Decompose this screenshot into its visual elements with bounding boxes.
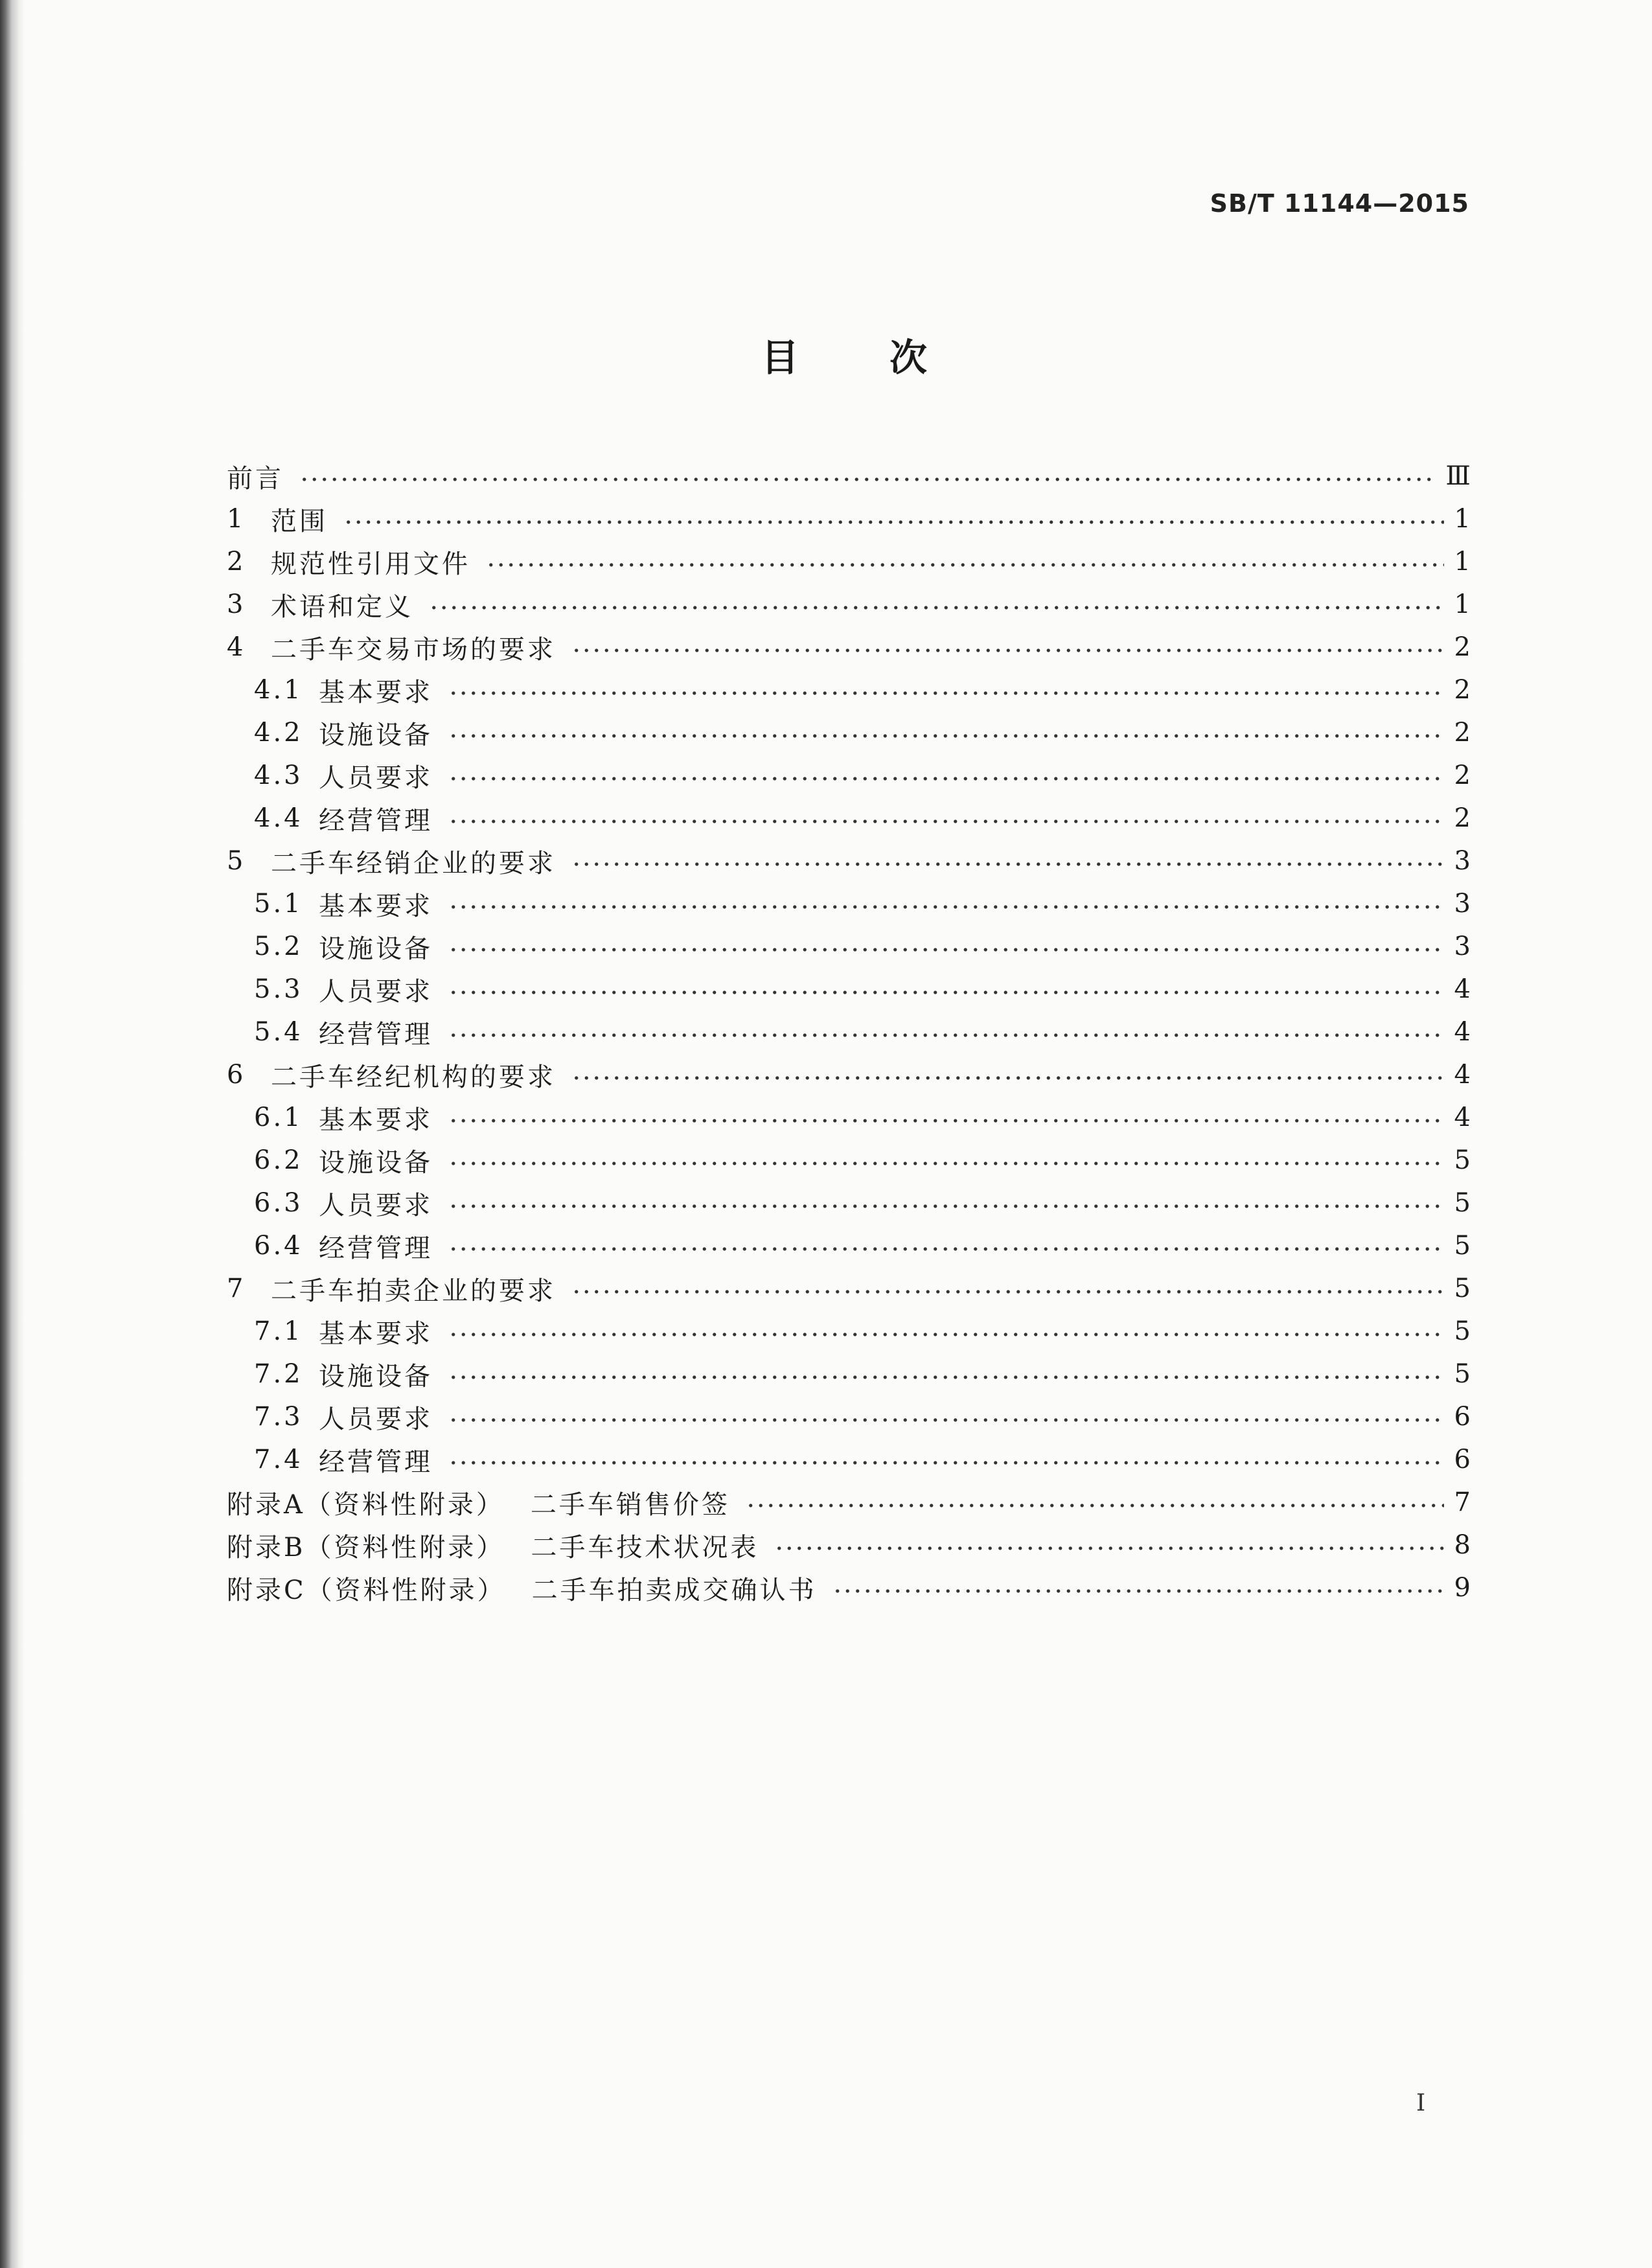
toc-appendix-label: 附录B（资料性附录） — [227, 1532, 505, 1563]
toc-entry-page: 4 — [1454, 974, 1471, 1004]
toc-entry-page: 2 — [1454, 803, 1471, 833]
toc-dot-leader — [448, 1374, 1444, 1380]
toc-dot-leader — [448, 1417, 1444, 1423]
toc-dot-leader — [832, 1588, 1444, 1594]
toc-entry-number: 4.1 — [254, 675, 303, 705]
toc-entry-page: 3 — [1454, 932, 1471, 961]
toc-entry-5-2[interactable] — [227, 925, 1471, 968]
toc-entry-page: Ⅲ — [1445, 461, 1471, 491]
toc-dot-leader — [448, 1032, 1444, 1038]
toc-dot-leader — [448, 690, 1444, 696]
toc-entry-appendix-b[interactable] — [227, 1524, 1471, 1566]
toc-dot-leader — [448, 1460, 1444, 1466]
toc-dot-leader — [774, 1545, 1443, 1552]
toc-entry-title: 人员要求 — [319, 1190, 433, 1220]
toc-entry-appendix-a[interactable] — [227, 1481, 1471, 1524]
toc-entry-title: 经营管理 — [319, 805, 433, 836]
toc-entry-title: 人员要求 — [319, 976, 433, 1007]
toc-entry-number: 6.2 — [254, 1145, 303, 1175]
toc-entry-title: 经营管理 — [319, 1447, 433, 1477]
toc-dot-leader — [299, 476, 1435, 483]
toc-entry-page: 5 — [1454, 1145, 1471, 1175]
toc-entry-page: 5 — [1454, 1231, 1471, 1261]
toc-entry-page: 6 — [1454, 1402, 1471, 1432]
toc-dot-leader — [746, 1502, 1444, 1509]
toc-entry-page: 2 — [1454, 761, 1471, 790]
toc-entry-number: 1 — [227, 504, 246, 534]
toc-entry-6-4[interactable] — [227, 1224, 1471, 1267]
toc-dot-leader — [343, 519, 1444, 525]
toc-entry-page: 7 — [1454, 1487, 1471, 1517]
toc-entry-page: 2 — [1454, 675, 1471, 705]
toc-entry-number: 7 — [227, 1274, 246, 1303]
toc-entry-number: 7.1 — [254, 1316, 303, 1346]
toc-dot-leader — [448, 946, 1444, 953]
toc-entry-7-2[interactable] — [227, 1353, 1471, 1395]
toc-entry-number: 5.1 — [254, 889, 303, 919]
toc-entry-page: 5 — [1454, 1188, 1471, 1218]
toc-entry-title: 二手车技术状况表 — [531, 1532, 759, 1563]
page-number: I — [1416, 2090, 1426, 2116]
toc-entry-title: 二手车经销企业的要求 — [271, 848, 556, 878]
toc-entry-5-3[interactable] — [227, 968, 1471, 1011]
toc-dot-leader — [448, 775, 1444, 782]
toc-entry-number: 5 — [227, 846, 246, 876]
toc-entry-number: 7.4 — [254, 1445, 303, 1474]
toc-entry-7-1[interactable] — [227, 1310, 1471, 1353]
toc-entry-page: 4 — [1454, 1103, 1471, 1132]
toc-entry-page: 2 — [1454, 632, 1471, 662]
toc-entry-page: 4 — [1454, 1060, 1471, 1090]
toc-entry-3[interactable] — [227, 583, 1471, 626]
toc-dot-leader — [448, 1331, 1444, 1338]
toc-entry-page: 4 — [1454, 1017, 1471, 1047]
toc-entry-number: 7.2 — [254, 1359, 303, 1389]
toc-entry-page: 1 — [1454, 547, 1471, 577]
toc-entry-5-1[interactable] — [227, 882, 1471, 925]
toc-entry-number: 6 — [227, 1060, 246, 1090]
toc-entry-number: 5.4 — [254, 1017, 303, 1047]
toc-dot-leader — [486, 562, 1444, 568]
toc-dot-leader — [571, 1289, 1444, 1295]
toc-entry-page: 2 — [1454, 718, 1471, 748]
toc-entry-number: 4.2 — [254, 718, 303, 748]
toc-entry-6-2[interactable] — [227, 1139, 1471, 1182]
toc-entry-4-2[interactable] — [227, 711, 1471, 754]
toc-entry-page: 5 — [1454, 1359, 1471, 1389]
toc-entry-number: 7.3 — [254, 1402, 303, 1432]
toc-entry-1[interactable] — [227, 498, 1471, 540]
scan-edge-shadow — [0, 0, 25, 2268]
toc-dot-leader — [448, 1246, 1444, 1252]
toc-dot-leader — [571, 861, 1444, 867]
toc-entry-6-3[interactable] — [227, 1182, 1471, 1224]
toc-entry-2[interactable] — [227, 540, 1471, 583]
toc-entry-title: 前言 — [227, 463, 284, 494]
toc-entry-number: 6.3 — [254, 1188, 303, 1218]
toc-entry-title: 范围 — [271, 506, 328, 536]
toc-entry-page: 5 — [1454, 1274, 1471, 1303]
toc-entry-title: 设施设备 — [319, 720, 433, 750]
toc-entry-number: 5.3 — [254, 974, 303, 1004]
toc-entry-4-1[interactable] — [227, 669, 1471, 711]
toc-dot-leader — [448, 1203, 1444, 1209]
toc-entry-number: 5.2 — [254, 932, 303, 961]
toc-entry-page: 6 — [1454, 1445, 1471, 1474]
toc-entry-number: 4 — [227, 632, 246, 662]
toc-dot-leader — [448, 904, 1444, 910]
toc-entry-4-4[interactable] — [227, 797, 1471, 840]
toc-entry-title: 人员要求 — [319, 1404, 433, 1434]
toc-entry-4-3[interactable] — [227, 754, 1471, 797]
toc-entry-page: 1 — [1454, 590, 1471, 619]
toc-entry-page: 5 — [1454, 1316, 1471, 1346]
toc-dot-leader — [571, 1075, 1444, 1081]
toc-entry-4[interactable] — [227, 626, 1471, 669]
toc-entry-title: 经营管理 — [319, 1233, 433, 1263]
toc-entry-number: 4.3 — [254, 761, 303, 790]
toc-entry-title: 二手车拍卖成交确认书 — [531, 1575, 817, 1605]
toc-dot-leader — [429, 604, 1444, 611]
toc-entry-number: 4.4 — [254, 803, 303, 833]
toc-entry-number: 6.4 — [254, 1231, 303, 1261]
toc-dot-leader — [448, 818, 1444, 825]
toc-entry-title: 基本要求 — [319, 1318, 433, 1349]
toc-dot-leader — [448, 989, 1444, 996]
toc-entry-preface[interactable] — [227, 455, 1471, 498]
toc-dot-leader — [448, 1117, 1444, 1124]
toc-entry-number: 3 — [227, 590, 246, 619]
toc-entry-page: 9 — [1454, 1573, 1471, 1603]
toc-entry-title: 二手车销售价签 — [530, 1489, 730, 1520]
toc-entry-page: 3 — [1454, 889, 1471, 919]
toc-entry-title: 规范性引用文件 — [271, 549, 470, 579]
toc-appendix-label: 附录C（资料性附录） — [227, 1575, 506, 1605]
toc-entry-7-3[interactable] — [227, 1395, 1471, 1438]
toc-entry-title: 设施设备 — [319, 1361, 433, 1392]
toc-entry-title: 二手车拍卖企业的要求 — [271, 1276, 556, 1306]
toc-entry-5[interactable] — [227, 840, 1471, 882]
toc-entry-title: 设施设备 — [319, 1147, 433, 1178]
toc-entry-title: 基本要求 — [319, 891, 433, 921]
toc-entry-number: 6.1 — [254, 1103, 303, 1132]
toc-entry-title: 二手车交易市场的要求 — [271, 634, 556, 665]
toc-entry-6-1[interactable] — [227, 1096, 1471, 1139]
toc-entry-title: 基本要求 — [319, 1105, 433, 1135]
page-title: 目次 — [761, 336, 1018, 380]
toc-entry-appendix-c[interactable] — [227, 1566, 1471, 1609]
toc-entry-5-4[interactable] — [227, 1011, 1471, 1053]
toc-entry-7[interactable] — [227, 1267, 1471, 1310]
toc-entry-6[interactable] — [227, 1053, 1471, 1096]
toc-entry-page: 3 — [1454, 846, 1471, 876]
toc-entry-title: 术语和定义 — [271, 591, 413, 622]
toc-entry-title: 二手车经纪机构的要求 — [271, 1062, 556, 1092]
toc-dot-leader — [448, 733, 1444, 739]
table-of-contents — [227, 455, 1471, 1609]
toc-entry-title: 基本要求 — [319, 677, 433, 707]
toc-entry-title: 设施设备 — [319, 934, 433, 964]
toc-appendix-label: 附录A（资料性附录） — [227, 1489, 505, 1520]
toc-entry-7-4[interactable] — [227, 1438, 1471, 1481]
toc-entry-page: 1 — [1454, 504, 1471, 534]
toc-entry-title: 经营管理 — [319, 1019, 433, 1049]
toc-dot-leader — [448, 1160, 1444, 1167]
toc-entry-title: 人员要求 — [319, 762, 433, 793]
standard-code: SB/T 11144—2015 — [1210, 189, 1469, 218]
toc-dot-leader — [571, 647, 1444, 654]
toc-entry-number: 2 — [227, 547, 246, 577]
toc-entry-page: 8 — [1454, 1530, 1471, 1560]
